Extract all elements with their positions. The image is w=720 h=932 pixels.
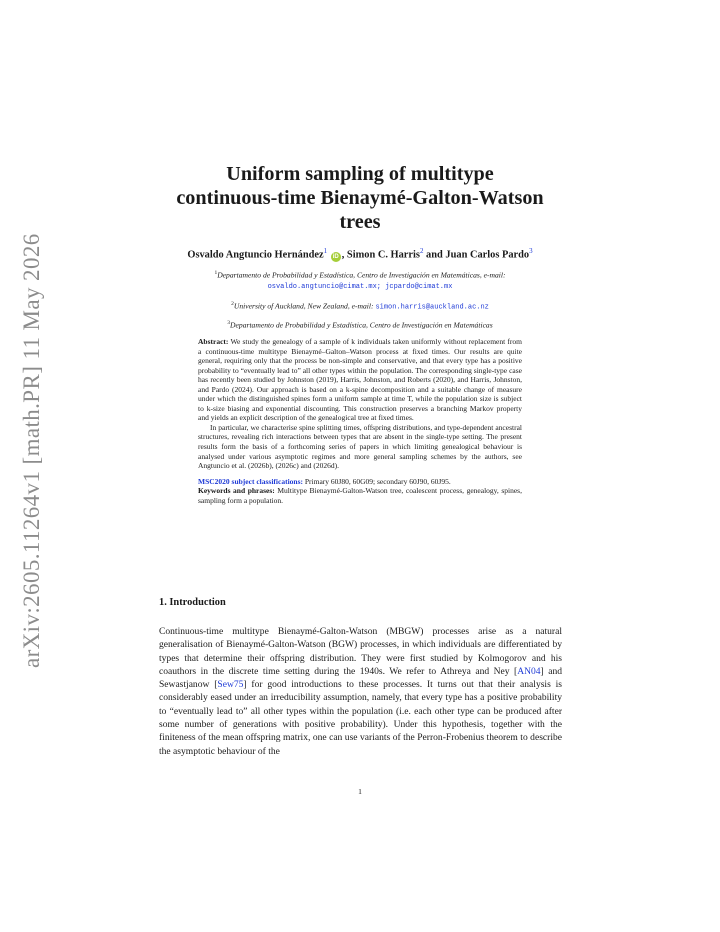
title-line-2: continuous-time Bienaymé-Galton-Watson <box>176 187 544 209</box>
affiliation-3: $^3$Departamento de Probabilidad y Estadística, Centro de Investigación en Matemáticas <box>227 320 493 330</box>
section-heading: 1. Introduction <box>159 597 226 608</box>
arxiv-identifier: arXiv:2605.11264v1 [math.PR] 11 May 2026 <box>19 233 44 668</box>
paper-title <box>150 162 570 234</box>
abstract-paragraph-1: Abstract: We study the genealogy of a sample of k individuals taken uniformly without replacement from a continuous-time multitype Bienaymé–Galton–Watson process at fixed times. Our results are quite general, requiring only that the process be non-simple and conservative, and that every type has a positive probability to “eventually lead to” all other types within the population. The corresponding single-type case has recently been studied by Johnston (2019), Harris, Johnston, and Roberts (2020), and Harris, Johnston, and Pardo (2024). Our approach is based on a k-spine decomposition and a suitable change of measure under which the distinguished spines form a uniform sample at time T, while the population size is subject to k-size biasing and exponential discounting. This construction preserves a branching Markov property and yields an explicit description of the genealogical tree at fixed times. <box>198 337 522 423</box>
keywords: Keywords and phrases: Multitype Bienaymé-Galton-Watson tree, coalescent process, genealogy, spines, sampling form a population. <box>198 486 522 505</box>
author-name: Osvaldo Angtuncio Hernández <box>187 249 324 261</box>
msc-classifications: MSC2020 subject classifications: Primary 60J80, 60G09; secondary 60J90, 60J95. <box>198 476 451 486</box>
page-number: 1 <box>358 787 362 796</box>
affiliation-text: Departamento de Probabilidad y Estadística, Centro de Investigación en Matemáticas <box>230 320 493 330</box>
author-name: Juan Carlos Pardo <box>445 249 530 261</box>
email-link[interactable]: simon.harris@auckland.ac.nz <box>375 303 489 312</box>
author-name: Simon C. Harris <box>346 249 420 261</box>
affiliation-text: Departamento de Probabilidad y Estadística, Centro de Investigación en Matemáticas, e-mail: <box>217 270 506 280</box>
orcid-icon[interactable]: iD <box>332 254 339 261</box>
affiliation-2: $^2$University of Auckland, New Zealand, e-mail: simon.harris@auckland.ac.nz <box>231 301 489 312</box>
introduction-paragraph: Continuous-time multitype Bienaymé-Galton-Watson (MBGW) processes arise as a natural generalisation of Bienaymé-Galton-Watson (BGW) processes, in which individuals are differentiated by types that determine their offspring distribution. They were first studied by Kolmogorov and his coauthors in the discrete time setting during the 1940s. We refer to Athreya and Ney [AN04] and Sewastjanow [Sew75] for good introductions to these processes. It turns out that their analysis is considerably eased under an irreducibility assumption, namely, that every type has a positive probability to “eventually lead to” all other types within the population (i.e. each other type can be produced after some number of generations with positive probability). Under this hypothesis, together with the finiteness of the mean offspring matrix, one can use variants of the Perron-Frobenius theorem to describe the asymptotic behaviour of the <box>159 626 562 757</box>
affiliation-1: $^1$Departamento de Probabilidad y Estadística, Centro de Investigación en Matemáticas, e-mail: osvaldo.angtuncio@cimat.mx; jcpardo@cimat.mx <box>214 270 506 292</box>
citation-link[interactable]: AN04 <box>517 665 541 677</box>
affiliation-marker[interactable]: 2 <box>419 247 424 255</box>
msc-link[interactable]: MSC2020 subject classifications: <box>198 476 303 486</box>
abstract-label: Abstract: <box>198 337 229 346</box>
title-line-3: trees <box>339 211 381 233</box>
affiliation-text: University of Auckland, New Zealand, e-mail: <box>233 301 376 311</box>
affiliation-marker[interactable]: 1 <box>323 247 328 255</box>
citation-link[interactable]: Sew75 <box>217 679 244 691</box>
author-list: Osvaldo Angtuncio Hernández$^1$ iD , Simon C. Harris$^2$ and Juan Carlos Pardo$^3$ <box>187 247 533 261</box>
email-link[interactable]: osvaldo.angtuncio@cimat.mx <box>267 283 377 292</box>
keywords-label: Keywords and phrases: <box>198 486 275 496</box>
introduction-body <box>159 625 562 758</box>
title-line-1: Uniform sampling of multitype <box>226 163 494 185</box>
abstract-paragraph-2: In particular, we characterise spine splitting times, offspring distributions, and type-dependent ancestral structures, revealing rich interactions between types that are absent in the single-type setting. The present results form the basis of a forthcoming series of papers in which limiting genealogical behaviour is analysed under various asymptotic regimes and more general sampling schemes by the authors, see Angtuncio et al. (2026b), (2026c) and (2026d). <box>198 422 522 471</box>
abstract <box>198 337 522 505</box>
email-link[interactable]: jcpardo@cimat.mx <box>385 283 453 292</box>
affiliation-marker[interactable]: 3 <box>529 247 533 255</box>
